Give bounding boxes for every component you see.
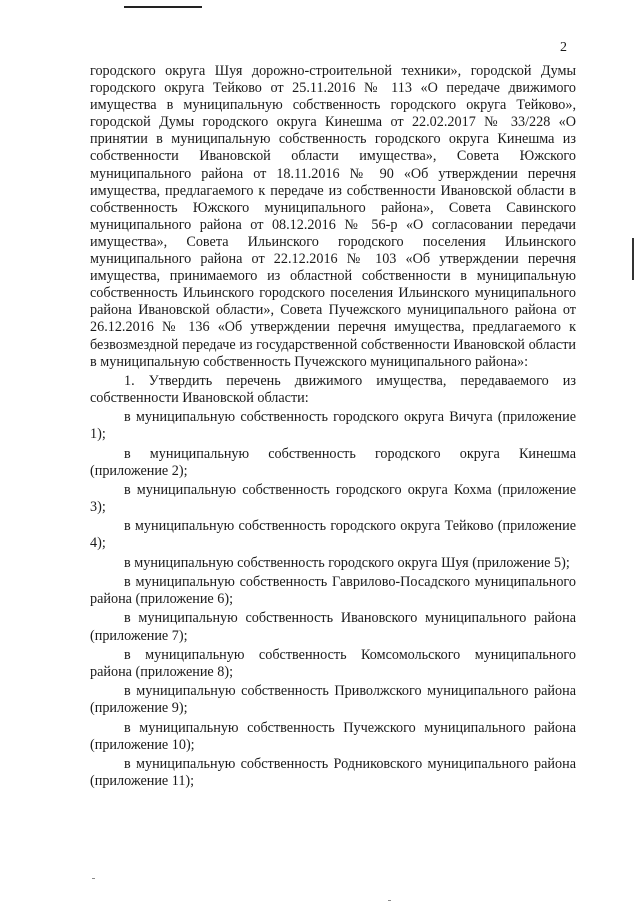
list-item-3: в муниципальную собственность городского округа Кохма (приложение 3); bbox=[90, 482, 576, 516]
page-number: 2 bbox=[560, 40, 567, 55]
list-item-2: в муниципальную собственность городского округа Кинешма (приложение 2); bbox=[90, 445, 576, 479]
margin-mark bbox=[632, 238, 634, 280]
list-item-5: в муниципальную собственность городского округа Шуя (приложение 5); bbox=[124, 554, 570, 571]
list-item-10: в муниципальную собственность Пучежского муниципального района (приложение 10); bbox=[90, 719, 576, 753]
list-item-6: в муниципальную собственность Гаврилово-Посадского муниципального района (приложение 6); bbox=[90, 574, 576, 608]
list-item-4: в муниципальную собственность городского округа Тейково (приложение 4); bbox=[90, 518, 576, 552]
list-item-11: в муниципальную собственность Родниковского муниципального района (приложение 11); bbox=[90, 755, 576, 789]
list-item-8: в муниципальную собственность Комсомольского муниципального района (приложение 8); bbox=[90, 646, 576, 680]
intro-paragraph: городского округа Шуя дорожно-строительной техники», городской Думы городского округа Тейково от 25.11.2016 № 113 «О передаче движимого имущества в муниципальную собственность городского округа Тейково», городской Думы городского округа Кинешма от 22.02.2017 № 33/228 «О принятии в муниципальную собственность городского округа Кинешма из собственности Ивановской области имущества», Совета Южского муниципального района от 18.11.2016 № 90 «Об утверждении перечня имущества, предлагаемого к передаче из собственности Ивановской области в собственность Южского муниципального района», Совета Савинского муниципального района от 08.12.2016 № 56-р «О согласовании передачи имущества», Совета Ильинского городского поселения Ильинского муниципального района от 22.12.2016 № 103 «Об утверждении перечня имущества, принимаемого из областной собственности в муниципальную собственность Ильинского городского поселения Ильинского муниципального района Ивановской области», Совета Пучежского муниципального района от 26.12.2016 № 136 «Об утверждении перечня имущества, предлагаемого к безвозмездной передаче из государственной собственности Ивановской области в муниципальную собственность Пучежского муниципального района»: bbox=[90, 63, 576, 370]
top-rule bbox=[124, 6, 202, 8]
list-item-9: в муниципальную собственность Приволжского муниципального района (приложение 9); bbox=[90, 683, 576, 717]
document-body bbox=[90, 63, 576, 790]
point-1: 1. Утвердить перечень движимого имущества, передаваемого из собственности Ивановской области: bbox=[90, 372, 576, 406]
scan-speck bbox=[92, 878, 95, 879]
scan-speck bbox=[388, 900, 391, 901]
list-item-1: в муниципальную собственность городского округа Вичуга (приложение 1); bbox=[90, 409, 576, 443]
list-item-7: в муниципальную собственность Ивановского муниципального района (приложение 7); bbox=[90, 610, 576, 644]
